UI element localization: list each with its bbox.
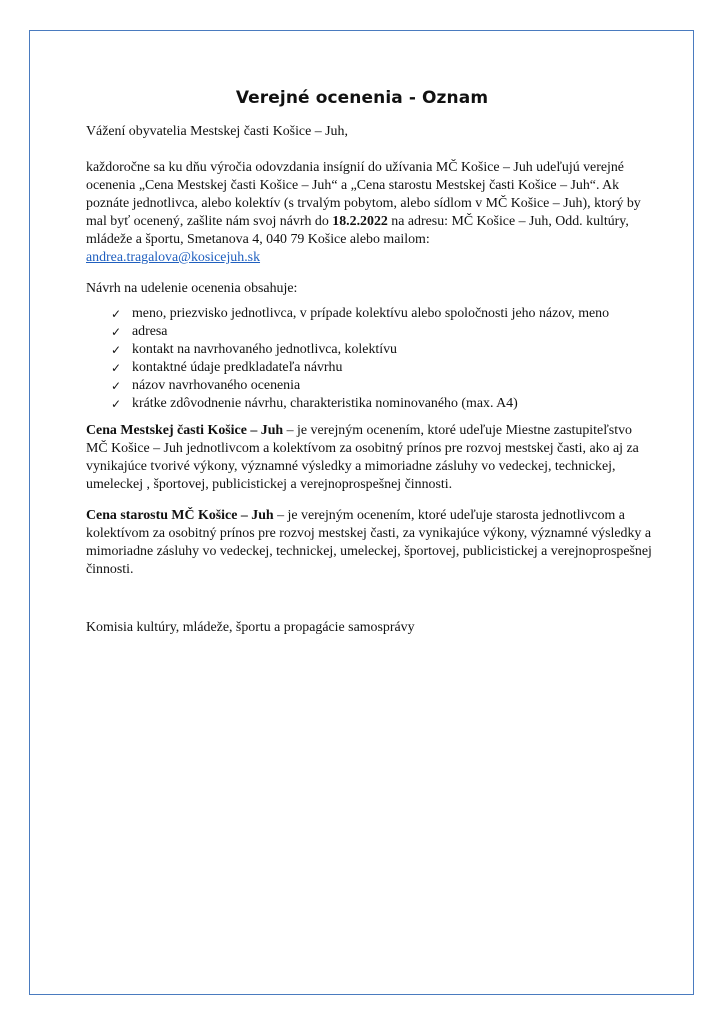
deadline-date: 18.2.2022 — [332, 214, 388, 229]
checkmark-icon: ✓ — [111, 343, 122, 357]
intro-text-before-date: každoročne sa ku dňu výročia odovzdania insígnií do užívania MČ Košice – Juh udeľujú verejné ocenenia „Cena Mestskej časti Košice – Juh“ a „Cena starostu Mestskej časti Košice – Juh“. Ak poznáte jednotlivca, alebo kolektív (s trvalým pobytom, alebo sídlom v MČ Košice – Juh), ktorý by mal byť ocenený, zašlite nám svoj návrh do — [86, 160, 641, 229]
list-item-text: meno, priezvisko jednotlivca, v prípade kolektívu alebo spoločnosti jeho názov, meno — [132, 306, 610, 321]
signature: Komisia kultúry, mládeže, športu a propagácie samosprávy — [86, 620, 415, 635]
intro-paragraph — [86, 159, 656, 267]
checkmark-icon: ✓ — [111, 361, 122, 375]
list-intro: Návrh na udelenie ocenenia obsahuje: — [86, 281, 298, 296]
list-item-text: kontakt na navrhovaného jednotlivca, kolektívu — [132, 342, 398, 357]
list-item-text: kontaktné údaje predkladateľa návrhu — [132, 360, 343, 375]
email-link[interactable]: andrea.tragalova@kosicejuh.sk — [86, 250, 261, 265]
document-body — [86, 123, 656, 637]
checkmark-icon: ✓ — [111, 397, 122, 411]
award-starosta-text: – je verejným ocenením, ktoré udeľuje starosta jednotlivcom a kolektívom za osobitný prínos pre rozvoj mestskej časti, za vynikajúce výkony, významné výsledky a mimoriadne zásluhy vo vedeckej, technickej, umeleckej, športovej, publicistickej a verejnoprospešnej činnosti. — [86, 508, 652, 577]
greeting-paragraph: Vážení obyvatelia Mestskej časti Košice – Juh, — [86, 124, 348, 139]
requirements-list — [86, 305, 656, 413]
list-item — [86, 323, 656, 341]
list-item — [86, 341, 656, 359]
award-mestska-cast-text: – je verejným ocenením, ktoré udeľuje Miestne zastupiteľstvo MČ Košice – Juh jednotlivcom a kolektívom za osobitný prínos pre rozvoj mestskej časti, ako aj za vynikajúce tvorivé výkony, významné výsledky a mimoriadne zásluhy vo vedeckej, technickej, umeleckej , športovej, publicistickej a verejnoprospešnej činnosti. — [86, 423, 639, 492]
award-mestska-cast-paragraph — [86, 422, 656, 494]
award-starosta-name: Cena starostu MČ Košice – Juh — [86, 508, 274, 523]
list-item — [86, 395, 656, 413]
list-item — [86, 377, 656, 395]
intro-text-after-date: na adresu: MČ Košice – Juh, Odd. kultúry, mládeže a športu, Smetanova 4, 040 79 Košice alebo mailom: — [86, 214, 629, 247]
list-item-text: adresa — [132, 324, 168, 339]
page-title: Verejné ocenenia - Oznam — [235, 88, 489, 108]
award-mestska-cast-name: Cena Mestskej časti Košice – Juh — [86, 423, 284, 438]
award-starosta-paragraph — [86, 507, 656, 579]
checkmark-icon: ✓ — [111, 379, 122, 393]
list-item — [86, 359, 656, 377]
checkmark-icon: ✓ — [111, 307, 122, 321]
list-item-text: názov navrhovaného ocenenia — [132, 378, 301, 393]
list-item-text: krátke zdôvodnenie návrhu, charakteristika nominovaného (max. A4) — [132, 396, 518, 411]
list-item — [86, 305, 656, 323]
checkmark-icon: ✓ — [111, 325, 122, 339]
